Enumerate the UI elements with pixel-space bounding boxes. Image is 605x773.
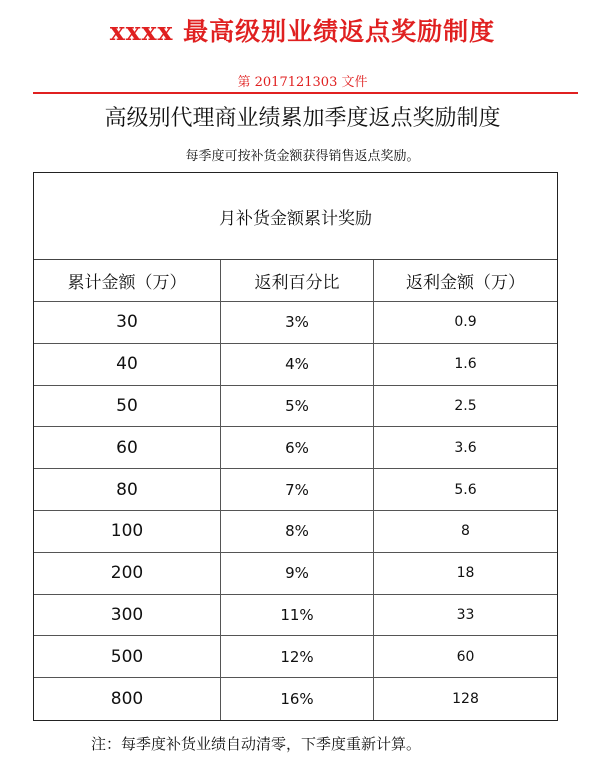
column-header-rebate: 返利金额（万） [374,260,557,302]
cell-amount: 30 [34,302,221,344]
cell-percent: 11% [221,595,374,637]
footnote: 注：每季度补货业绩自动清零，下季度重新计算。 [91,735,422,753]
cell-rebate: 33 [374,595,557,637]
cell-percent: 3% [221,302,374,344]
column-header-percent: 返利百分比 [221,260,374,302]
document-title: xxxx 最高级别业绩返点奖励制度 [109,17,496,46]
cell-amount: 800 [34,678,221,720]
cell-rebate: 128 [452,691,479,708]
cell-percent: 6% [221,427,374,469]
table-caption: 月补货金额累计奖励 [34,173,557,260]
cell-rebate: 0.9 [374,302,557,344]
cell-rebate: 18 [374,553,557,595]
cell-percent: 16% [221,678,374,720]
document-number: 第 2017121303 文件 [237,75,368,90]
cell-amount: 500 [34,636,221,678]
cell-rebate: 3.6 [374,427,557,469]
cell-amount: 50 [34,386,221,428]
cell-percent: 9% [221,553,374,595]
cell-percent: 12% [221,636,374,678]
cell-amount: 80 [34,469,221,511]
cell-amount: 40 [34,344,221,386]
cell-amount: 100 [34,511,221,553]
cell-rebate: 2.5 [374,386,557,428]
policy-subtitle: 高级别代理商业绩累加季度返点奖励制度 [104,106,501,131]
red-divider [33,92,578,94]
cell-percent: 7% [221,469,374,511]
cell-percent: 4% [221,344,374,386]
cell-rebate: 1.6 [374,344,557,386]
rebate-table [33,172,558,721]
cell-rebate: 60 [374,636,557,678]
column-header-amount: 累计金额（万） [34,260,221,302]
cell-rebate: 5.6 [374,469,557,511]
table-grid [34,260,557,720]
cell-amount: 60 [34,427,221,469]
cell-percent: 5% [221,386,374,428]
intro-text: 每季度可按补货金额获得销售返点奖励。 [185,149,420,164]
cell-percent: 8% [221,511,374,553]
cell-amount: 200 [34,553,221,595]
cell-rebate: 8 [374,511,557,553]
cell-amount: 300 [34,595,221,637]
